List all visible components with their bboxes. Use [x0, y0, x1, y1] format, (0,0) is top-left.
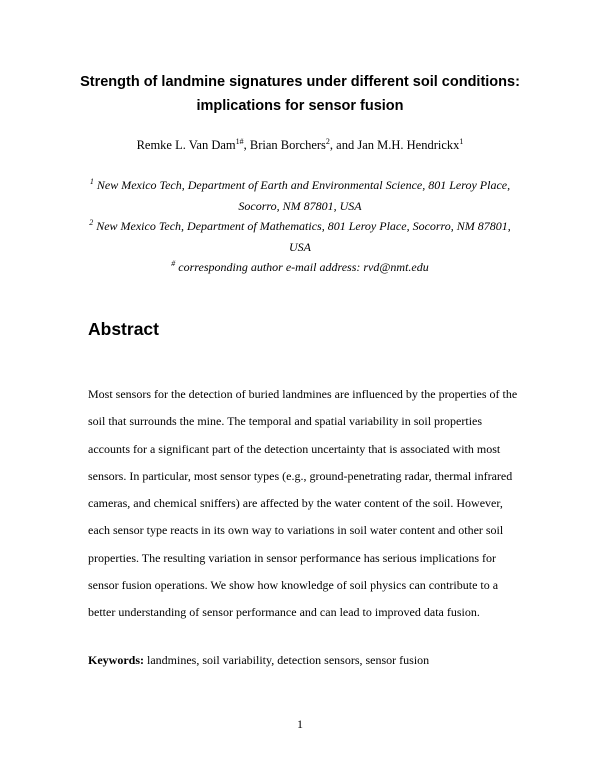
abstract-line: cameras, and chemical sniffers) are affected by the water content of the soil. However, [88, 496, 503, 511]
keywords-text: landmines, soil variability, detection sensors, sensor fusion [144, 653, 430, 667]
abstract-line: better understanding of sensor performance and can lead to improved data fusion. [88, 605, 480, 620]
abstract-heading: Abstract [88, 319, 159, 339]
affiliation-2-mark: 2 [89, 218, 94, 227]
author-2: Brian Borchers [249, 138, 326, 152]
abstract-line: properties. The resulting variation in sensor performance has serious implications for [88, 550, 496, 565]
affiliation-1 [80, 175, 520, 217]
corresponding-author [80, 257, 520, 278]
affiliation-1-line-1: New Mexico Tech, Department of Earth and Environmental Science, 801 Leroy Place, [96, 178, 511, 192]
abstract-line: soil that surrounds the mine. The temporal and spatial variability in soil properties [88, 414, 483, 429]
title-line-2: implications for sensor fusion [196, 98, 404, 114]
author-3-affiliation-mark: 1 [459, 136, 464, 146]
abstract-line: sensors. In particular, most sensor types (e.g., ground-penetrating radar, thermal infrared [88, 468, 513, 483]
page-number: 1 [297, 717, 303, 731]
abstract-line: sensor fusion operations. We show how knowledge of soil physics can contribute to a [88, 578, 499, 593]
title-line-1: Strength of landmine signatures under different soil conditions: [80, 74, 520, 90]
paper-title [40, 70, 560, 118]
abstract-line: accounts for a significant part of the detection uncertainty that is associated with most [88, 441, 501, 456]
author-1: Remke L. Van Dam [136, 138, 236, 152]
author-1-affiliation-mark: 1# [235, 136, 244, 146]
abstract-line: Most sensors for the detection of buried landmines are influenced by the properties of the [88, 387, 518, 401]
abstract-body [88, 381, 520, 627]
author-list [40, 136, 560, 154]
corresponding-mark: # [171, 259, 176, 268]
affiliation-2-line-2: USA [289, 240, 311, 254]
author-2-affiliation-mark: 2 [325, 136, 330, 146]
affiliation-2 [80, 216, 520, 258]
author-3: Jan M.H. Hendrickx [357, 138, 460, 152]
affiliation-2-line-1: New Mexico Tech, Department of Mathematics, 801 Leroy Place, Socorro, NM 87801, [96, 219, 511, 233]
affiliation-1-line-2: Socorro, NM 87801, USA [238, 199, 362, 213]
keywords-label: Keywords: [88, 653, 144, 667]
abstract-line: each sensor type reacts in its own way to variations in soil water content and other soil [88, 523, 504, 538]
author-separator: , and [329, 138, 358, 152]
corresponding-email-line: corresponding author e-mail address: rvd@nmt.edu [178, 260, 429, 274]
author-separator: , [243, 138, 250, 152]
keywords [88, 653, 429, 668]
affiliation-1-mark: 1 [89, 177, 94, 186]
